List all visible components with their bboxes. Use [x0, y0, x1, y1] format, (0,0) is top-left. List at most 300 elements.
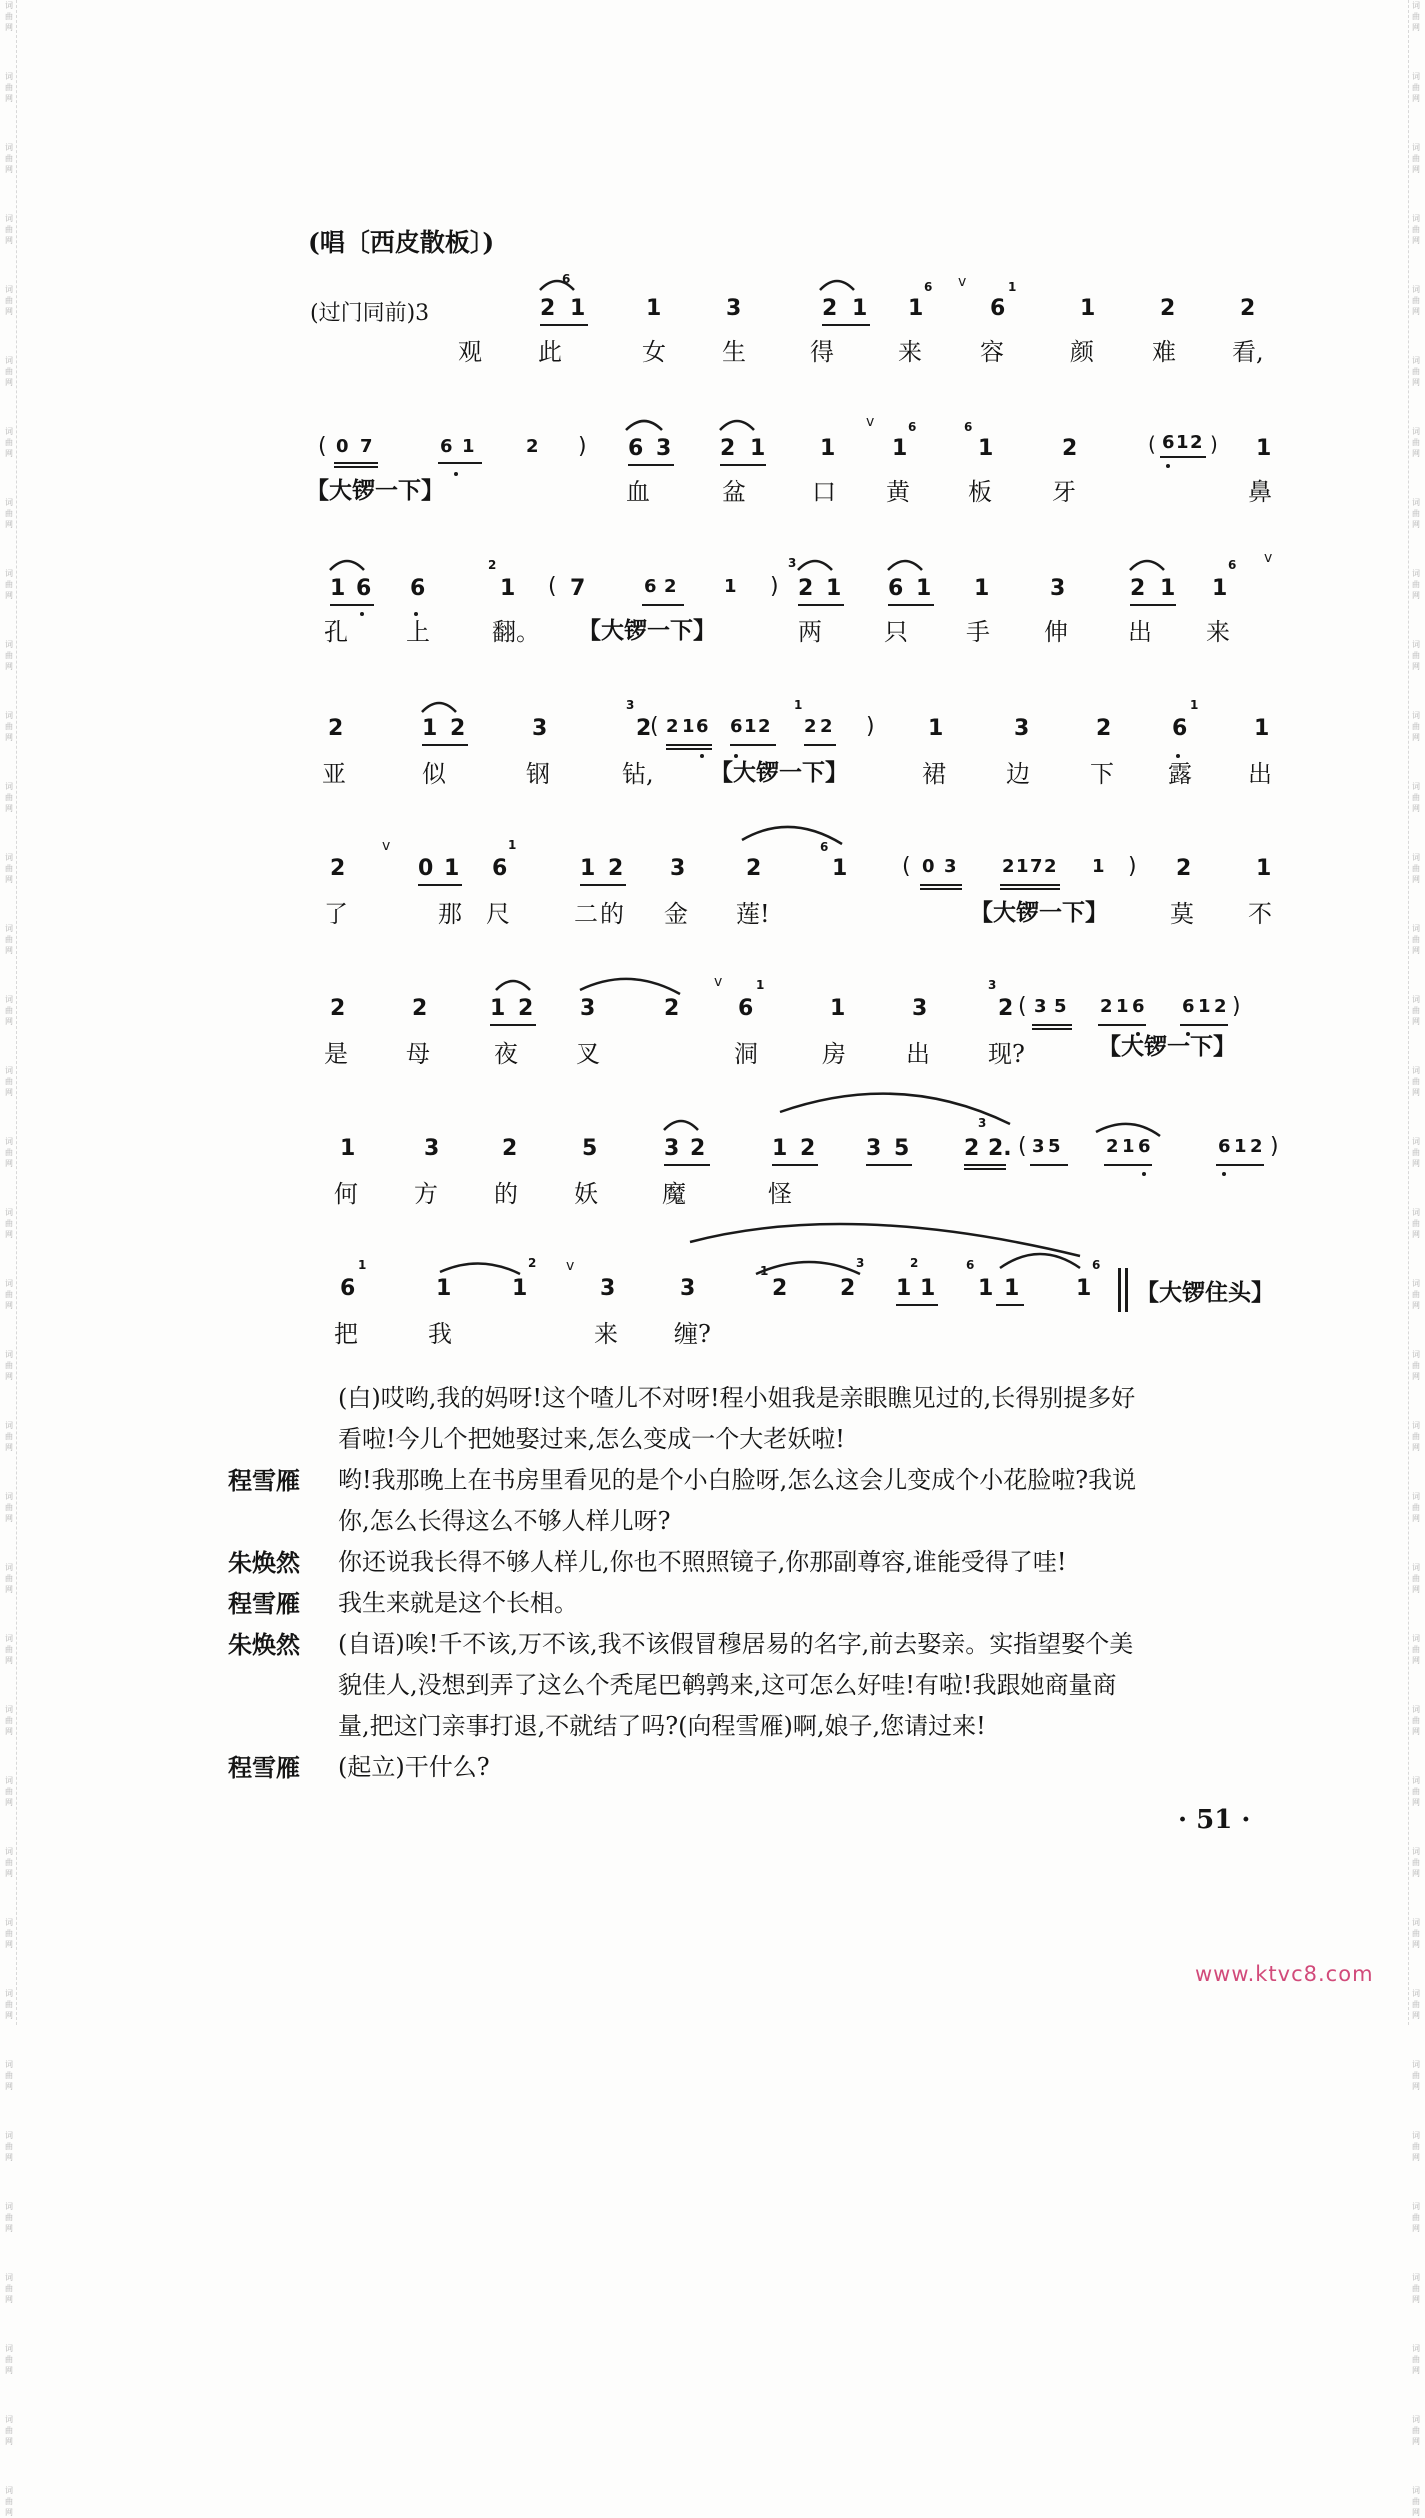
note: 2: [1062, 436, 1078, 461]
grace-note: 1: [794, 698, 803, 712]
lyric: 缠?: [674, 1320, 711, 1348]
note: ): [578, 434, 587, 459]
note: ): [1232, 994, 1241, 1019]
grace-note: 1: [508, 838, 517, 852]
lyric: 尺: [486, 900, 510, 928]
note: 6: [990, 296, 1006, 321]
lyric: 不: [1248, 900, 1272, 928]
note: 6: [356, 576, 372, 601]
edge-watermark-text: 词曲网: [1412, 1492, 1420, 1523]
note: 2: [820, 716, 833, 737]
dialogue-line: (起立)干什么?: [338, 1753, 490, 1781]
lyric: 何: [334, 1180, 358, 1208]
lyric: 血: [626, 478, 650, 506]
edge-watermark-text: 词曲网: [5, 143, 13, 174]
aria-heading: (唱〔西皮散板〕): [308, 228, 495, 257]
note: 6: [1138, 1136, 1151, 1157]
dialogue-block: [228, 1378, 1308, 1788]
edge-watermark-text: 词曲网: [5, 1, 13, 32]
grace-note: 6: [966, 1258, 975, 1272]
percussion-cue: 【大锣一下】: [578, 617, 716, 644]
edge-watermark-text: 词曲网: [5, 72, 13, 103]
note: 3: [670, 856, 686, 881]
edge-watermark-text: 词曲网: [1412, 1066, 1420, 1097]
note: 1: [646, 296, 662, 321]
note: 0: [922, 856, 935, 877]
lyric: 房: [822, 1040, 846, 1068]
note: 5: [582, 1136, 598, 1161]
edge-watermark-text: 词曲网: [1412, 711, 1420, 742]
note: 1: [422, 716, 438, 741]
lyric: 观: [458, 338, 482, 366]
lyric: 出: [1128, 618, 1152, 646]
note: 1: [916, 576, 932, 601]
note: 2: [1214, 996, 1227, 1017]
note: 1: [1004, 1276, 1020, 1301]
dialogue-entry: [228, 1460, 1308, 1542]
note: (: [318, 434, 327, 459]
percussion-cue: 【大锣一下】: [710, 759, 848, 786]
note: 2: [608, 856, 624, 881]
note: 3: [912, 996, 928, 1021]
grace-note: 3: [788, 556, 797, 570]
lyric: 的: [600, 900, 624, 928]
note: 2: [964, 1136, 980, 1161]
slur-arc: [756, 1262, 860, 1274]
note: 6: [696, 716, 709, 737]
speaker-name: 朱焕然: [228, 1630, 300, 1659]
note: 1: [444, 856, 460, 881]
note: 3: [726, 296, 742, 321]
breath-mark: v: [958, 274, 967, 290]
edge-watermark-text: 词曲网: [1412, 427, 1420, 458]
note: 6: [1132, 996, 1145, 1017]
lyric: 母: [406, 1040, 430, 1068]
grace-note: 3: [988, 978, 997, 992]
note: 1: [682, 716, 695, 737]
note: 2: [412, 996, 428, 1021]
grace-note: 1: [1008, 280, 1017, 294]
note: 6: [340, 1276, 356, 1301]
note: 7: [570, 576, 586, 601]
note: 2: [800, 1136, 816, 1161]
note: 1: [750, 436, 766, 461]
lyric: 二: [574, 900, 598, 928]
grace-note: 6: [924, 280, 933, 294]
note: 1: [1212, 576, 1228, 601]
note: 1: [500, 576, 516, 601]
note: 2: [328, 716, 344, 741]
note: 2: [798, 576, 814, 601]
edge-watermark-text: 词曲网: [5, 427, 13, 458]
edge-watermark-text: 词曲网: [1412, 2415, 1420, 2446]
lyric: 口: [812, 478, 836, 506]
note: 1: [1176, 432, 1189, 453]
edge-watermark-text: 词曲网: [5, 2273, 13, 2304]
edge-watermark-text: 词曲网: [1412, 2273, 1420, 2304]
note: 1: [1256, 856, 1272, 881]
note: 1: [1080, 296, 1096, 321]
edge-watermark-text: 词曲网: [5, 2344, 13, 2375]
note: 2: [746, 856, 762, 881]
note: 6: [628, 436, 644, 461]
note: 3: [680, 1276, 696, 1301]
lyric: 魔: [662, 1180, 686, 1208]
lyric: 洞: [734, 1040, 758, 1068]
breath-mark: v: [866, 414, 875, 430]
note: 6: [644, 576, 657, 597]
note: ): [770, 574, 779, 599]
lyric: 钢: [526, 760, 550, 788]
note: 1: [1016, 856, 1029, 877]
speaker-name: 朱焕然: [228, 1548, 300, 1577]
lyric: 看,: [1232, 338, 1264, 366]
note: 2: [772, 1276, 788, 1301]
lyric: 上: [406, 618, 430, 646]
lyric: 容: [980, 338, 1004, 366]
edge-watermark-text: 词曲网: [1412, 2060, 1420, 2091]
note: (: [1018, 994, 1027, 1019]
dialogue-line: 哟!我那晚上在书房里看见的是个小白脸呀,怎么这会儿变成个小花脸啦?我说: [338, 1466, 1137, 1494]
dialogue-line: 看啦!今儿个把她娶过来,怎么变成一个大老妖啦!: [338, 1425, 845, 1453]
note: ): [1128, 854, 1137, 879]
lyric: 得: [810, 338, 834, 366]
grace-note: 2: [488, 558, 497, 572]
edge-watermark-text: 词曲网: [5, 2202, 13, 2233]
edge-watermark-text: 词曲网: [1412, 2131, 1420, 2162]
note: 1: [570, 296, 586, 321]
lyric: 来: [898, 338, 922, 366]
edge-watermark-text: 词曲网: [5, 498, 13, 529]
note: 1: [580, 856, 596, 881]
note: 5: [1054, 996, 1067, 1017]
edge-watermark-text: 词曲网: [1412, 1776, 1420, 1807]
lyric: 黄: [886, 478, 910, 506]
grace-note: 2: [528, 1256, 537, 1270]
slur-arc: [720, 421, 754, 430]
lyric: 两: [798, 618, 822, 646]
note: 3: [1050, 576, 1066, 601]
edge-watermark-text: 词曲网: [1412, 2202, 1420, 2233]
note: 2: [1240, 296, 1256, 321]
lyric: 我: [428, 1320, 452, 1348]
note: 6: [1162, 432, 1175, 453]
note: 7: [360, 436, 373, 457]
note: 2: [998, 996, 1014, 1021]
note: 3: [532, 716, 548, 741]
slur-arc: [580, 979, 680, 994]
lyric: 出: [1248, 760, 1272, 788]
percussion-cue: 【大锣一下】: [970, 899, 1108, 926]
note: 2: [666, 716, 679, 737]
note: 2: [1044, 856, 1057, 877]
slur-arc: [1000, 1254, 1080, 1268]
grace-note: 6: [820, 840, 829, 854]
edge-watermark-text: 词曲网: [1412, 1208, 1420, 1239]
note: 6: [738, 996, 754, 1021]
edge-watermark-text: 词曲网: [5, 711, 13, 742]
lyric: 孔: [324, 618, 348, 646]
lyric: 裙: [922, 760, 946, 788]
lyric: 翻。: [492, 618, 540, 646]
note: 2: [540, 296, 556, 321]
grace-note: 6: [1228, 558, 1237, 572]
note: 2: [1160, 296, 1176, 321]
note: (: [548, 574, 557, 599]
note: (: [1018, 1134, 1027, 1159]
note: 1: [340, 1136, 356, 1161]
slur-arc: [690, 1224, 1080, 1256]
edge-watermark-text: 词曲网: [1412, 1847, 1420, 1878]
edge-watermark-text: 词曲网: [1412, 1989, 1420, 2020]
edge-watermark-text: 词曲网: [1412, 1279, 1420, 1310]
edge-watermark-text: 词曲网: [5, 2486, 13, 2517]
note: 1: [330, 576, 346, 601]
dialogue-entry: [228, 1624, 1308, 1747]
edge-watermark-text: 词曲网: [5, 853, 13, 884]
note: 0: [336, 436, 349, 457]
lyric: 盆: [722, 478, 746, 506]
note: 3: [580, 996, 596, 1021]
edge-watermark-text: 词曲网: [1412, 356, 1420, 387]
lyric: 露: [1168, 760, 1192, 788]
lyric: 莲!: [736, 900, 770, 928]
note: 2: [758, 716, 771, 737]
edge-watermark-text: 词曲网: [5, 1350, 13, 1381]
grace-note: 1: [358, 1258, 367, 1272]
edge-watermark-text: 词曲网: [5, 1066, 13, 1097]
edge-watermark-text: 词曲网: [5, 1776, 13, 1807]
edge-watermark-text: 词曲网: [5, 640, 13, 671]
dialogue-line: 你,怎么长得这么不够人样儿呀?: [338, 1507, 671, 1535]
note: 1: [928, 716, 944, 741]
note: 1: [1198, 996, 1211, 1017]
note: 3: [1034, 996, 1047, 1017]
lyric: 似: [422, 760, 446, 788]
note: 6: [730, 716, 743, 737]
note: 2: [1100, 996, 1113, 1017]
note: 2: [804, 716, 817, 737]
note: 3: [944, 856, 957, 877]
note: 1: [974, 576, 990, 601]
note: 5: [894, 1136, 910, 1161]
note: 2: [1130, 576, 1146, 601]
note: 1: [462, 436, 475, 457]
slur-arc: [820, 281, 854, 290]
breath-mark: v: [566, 1258, 575, 1274]
dialogue-line: 貌佳人,没想到弄了这么个秃尾巴鹌鹑来,这可怎么好哇!有啦!我跟她商量商: [338, 1671, 1117, 1699]
edge-watermark-text: 词曲网: [1412, 498, 1420, 529]
note: 2: [720, 436, 736, 461]
note: 3: [600, 1276, 616, 1301]
note: 3: [1014, 716, 1030, 741]
edge-watermark-text: 词曲网: [5, 782, 13, 813]
note: (: [650, 714, 659, 739]
lyric: 叉: [576, 1040, 600, 1068]
note: 2: [690, 1136, 706, 1161]
note: 2: [1096, 716, 1112, 741]
page-number: · 51 ·: [1178, 1805, 1251, 1835]
breath-mark: v: [714, 974, 723, 990]
lyric: 妖: [574, 1180, 598, 1208]
lyric: 来: [594, 1320, 618, 1348]
note: 7: [1030, 856, 1043, 877]
edge-watermark-text: 词曲网: [5, 1989, 13, 2020]
grace-note: 1: [756, 978, 765, 992]
grace-note: 1: [1190, 698, 1199, 712]
note: 1: [852, 296, 868, 321]
slur-arc: [1096, 1124, 1160, 1136]
lyric: 金: [664, 900, 688, 928]
breath-mark: v: [1264, 550, 1273, 566]
slur-arc: [888, 561, 922, 570]
edge-watermark-text: 词曲网: [5, 1918, 13, 1949]
note: 1: [1092, 856, 1105, 877]
note: (: [902, 854, 911, 879]
site-watermark-link[interactable]: www.ktvc8.com: [1195, 1962, 1374, 1986]
edge-watermark-text: 词曲网: [1412, 1350, 1420, 1381]
note: 1: [744, 716, 757, 737]
note: 5: [1048, 1136, 1061, 1157]
edge-watermark-text: 词曲网: [1412, 72, 1420, 103]
note: 1: [830, 996, 846, 1021]
note: 2: [1002, 856, 1015, 877]
edge-watermark-text: 词曲网: [1412, 1, 1420, 32]
note: 6: [410, 576, 426, 601]
lyric: 把: [334, 1320, 358, 1348]
lyric: 亚: [322, 760, 346, 788]
lyric: 方: [414, 1180, 438, 1208]
grace-note: 3: [856, 1256, 865, 1270]
edge-watermark-text: 词曲网: [5, 995, 13, 1026]
note: 2: [526, 436, 539, 457]
note: (过门同前)3: [310, 301, 430, 326]
grace-note: 3: [978, 1116, 987, 1130]
lyric: 牙: [1052, 478, 1076, 506]
note: 1: [892, 436, 908, 461]
dialogue-line: 量,把这门亲事打退,不就结了吗?(向程雪雁)啊,娘子,您请过来!: [338, 1712, 986, 1740]
lyric: 是: [324, 1040, 348, 1068]
note: 6: [1218, 1136, 1231, 1157]
edge-watermark-text: 词曲网: [5, 2415, 13, 2446]
note: 1: [920, 1276, 936, 1301]
lyric: 钻,: [622, 760, 654, 788]
slur-arc: [664, 1121, 698, 1130]
lyric: 伸: [1044, 618, 1068, 646]
note: 1: [1116, 996, 1129, 1017]
note: 1: [724, 576, 737, 597]
note: 6: [1172, 716, 1188, 741]
note: 1: [820, 436, 836, 461]
edge-watermark-text: 词曲网: [5, 1705, 13, 1736]
percussion-cue: 【大锣一下】: [1098, 1033, 1236, 1060]
slur-arc: [780, 1094, 1010, 1124]
note: 1: [908, 296, 924, 321]
dialogue-line: 我生来就是这个长相。: [338, 1589, 578, 1617]
note: 2: [330, 856, 346, 881]
slur-arc: [626, 421, 662, 430]
note: 1: [978, 436, 994, 461]
note: 3: [424, 1136, 440, 1161]
dialogue-entry: [228, 1747, 1308, 1788]
note: 3: [866, 1136, 882, 1161]
dialogue-entry: [228, 1583, 1308, 1624]
note: 0: [418, 856, 434, 881]
note: 6: [492, 856, 508, 881]
note: 1: [1254, 716, 1270, 741]
note: 1: [772, 1136, 788, 1161]
lyric: 板: [968, 478, 992, 506]
edge-watermark-text: 词曲网: [1412, 1137, 1420, 1168]
note: 2: [636, 716, 652, 741]
edge-watermark-text: 词曲网: [1412, 782, 1420, 813]
edge-watermark-text: 词曲网: [5, 285, 13, 316]
lyric: 怪: [768, 1180, 792, 1208]
grace-note: 6: [964, 420, 973, 434]
grace-note: 1: [760, 1264, 769, 1278]
slur-arc: [496, 981, 530, 990]
note: 6: [1182, 996, 1195, 1017]
note: 2: [330, 996, 346, 1021]
edge-watermark-text: 词曲网: [5, 924, 13, 955]
note: 2: [840, 1276, 856, 1301]
edge-watermark-text: 词曲网: [5, 1847, 13, 1878]
note: 3: [656, 436, 672, 461]
edge-watermark-text: 词曲网: [5, 1492, 13, 1523]
edge-watermark-text: 词曲网: [1412, 853, 1420, 884]
note: 2: [1190, 432, 1203, 453]
percussion-cue: 【大锣住头】: [1136, 1279, 1274, 1306]
slur-arc: [440, 1263, 520, 1274]
edge-watermark-text: 词曲网: [1412, 995, 1420, 1026]
lyric: 鼻: [1248, 478, 1272, 506]
edge-watermark-text: 词曲网: [5, 1279, 13, 1310]
note: 2: [518, 996, 534, 1021]
note: 1: [832, 856, 848, 881]
note: 6: [888, 576, 904, 601]
edge-watermark-text: 词曲网: [1412, 143, 1420, 174]
note: 2: [502, 1136, 518, 1161]
note: 1: [826, 576, 842, 601]
note: 1: [436, 1276, 452, 1301]
note: 2: [664, 996, 680, 1021]
lyric: 那: [438, 900, 462, 928]
note: 2: [822, 296, 838, 321]
speaker-name: 程雪雁: [228, 1589, 300, 1618]
lyric: 的: [494, 1180, 518, 1208]
lyric: 颜: [1070, 338, 1094, 366]
note: ): [1270, 1134, 1279, 1159]
note: 2.: [988, 1136, 1012, 1161]
note: 1: [1122, 1136, 1135, 1157]
edge-watermark-text: 词曲网: [5, 1634, 13, 1665]
speaker-name: 程雪雁: [228, 1466, 300, 1495]
note: ): [866, 714, 875, 739]
edge-watermark-text: 词曲网: [5, 1137, 13, 1168]
note: 1: [896, 1276, 912, 1301]
edge-watermark-text: 词曲网: [1412, 2344, 1420, 2375]
dialogue-entry: [228, 1378, 1308, 1460]
edge-watermark-text: 词曲网: [1412, 924, 1420, 955]
note: 3: [1032, 1136, 1045, 1157]
lyric: 女: [642, 338, 666, 366]
note: (: [1148, 432, 1156, 456]
lyric: 了: [324, 900, 348, 928]
edge-watermark-text: 词曲网: [1412, 2486, 1420, 2517]
lyric: 此: [538, 338, 562, 366]
note: 1: [1234, 1136, 1247, 1157]
percussion-cue: 【大锣一下】: [306, 477, 444, 504]
